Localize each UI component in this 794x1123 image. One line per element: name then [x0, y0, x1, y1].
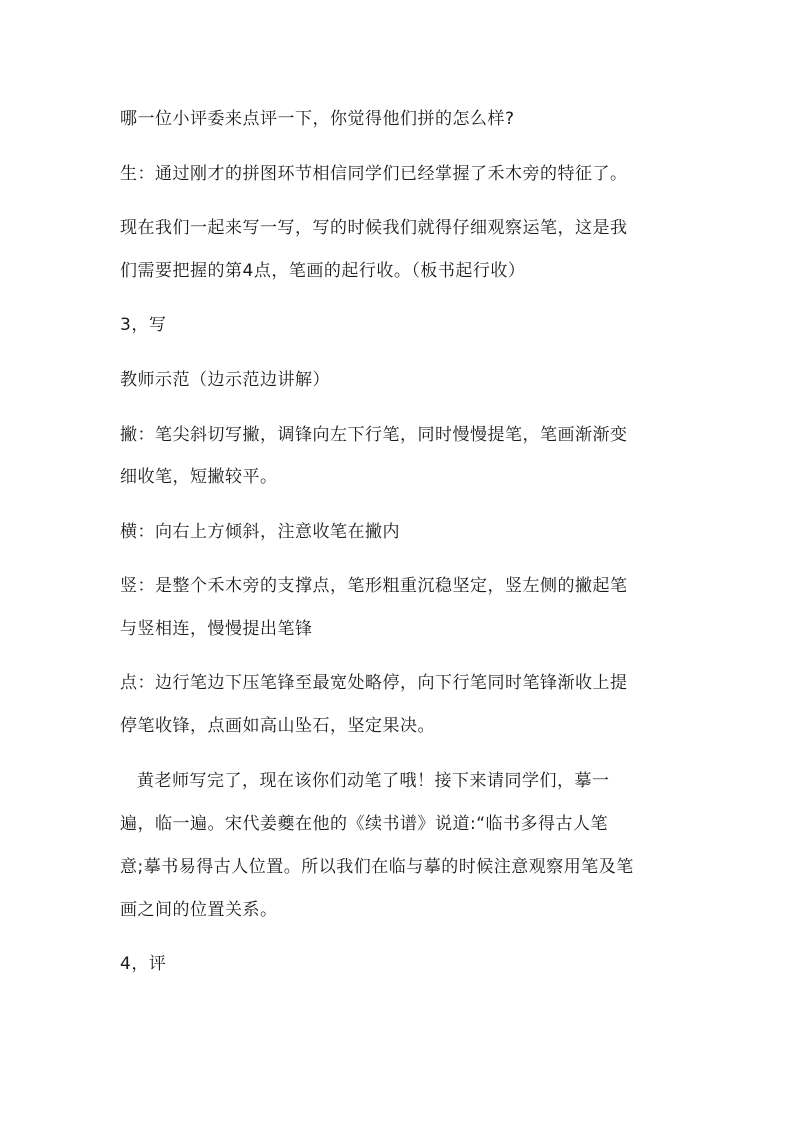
paragraph-line: 遍，临一遍。宋代姜夔在他的《续书谱》说道:“临书多得古人笔	[120, 814, 609, 834]
paragraph-line: 画之间的位置关系。	[120, 900, 278, 920]
paragraph-line: 生：通过刚才的拼图环节相信同学们已经掌握了禾木旁的特征了。	[120, 164, 628, 184]
paragraph-line: 点：边行笔边下压笔锋至最宽处略停，向下行笔同时笔锋渐收上提	[120, 673, 628, 693]
paragraph-line: 们需要把握的第4点，笔画的起行收。（板书起行收）	[120, 261, 526, 281]
paragraph-line: 意;摹书易得古人位置。所以我们在临与摹的时候注意观察用笔及笔	[120, 857, 634, 877]
paragraph-line: 停笔收锋，点画如高山坠石，坚定果决。	[120, 716, 435, 736]
paragraph-line: 细收笔，短撇较平。	[120, 467, 278, 487]
paragraph-line: 黄老师写完了，现在该你们动笔了哦！接下来请同学们，摹一	[137, 771, 610, 791]
paragraph-line: 教师示范（边示范边讲解）	[120, 370, 330, 390]
paragraph-line: 撇：笔尖斜切写撇，调锋向左下行笔，同时慢慢提笔，笔画渐渐变	[120, 425, 628, 445]
paragraph-line: 哪一位小评委来点评一下，你觉得他们拼的怎么样?	[120, 109, 515, 129]
paragraph-line: 现在我们一起来写一写，写的时候我们就得仔细观察运笔，这是我	[120, 218, 628, 238]
section-heading-write: 3，写	[120, 315, 167, 335]
paragraph-line: 竖：是整个禾木旁的支撑点，笔形粗重沉稳坚定，竖左侧的撇起笔	[120, 576, 628, 596]
paragraph-line: 与竖相连，慢慢提出笔锋	[120, 619, 313, 639]
section-heading-evaluate: 4，评	[120, 954, 167, 974]
paragraph-line: 横：向右上方倾斜，注意收笔在撇内	[120, 522, 400, 542]
